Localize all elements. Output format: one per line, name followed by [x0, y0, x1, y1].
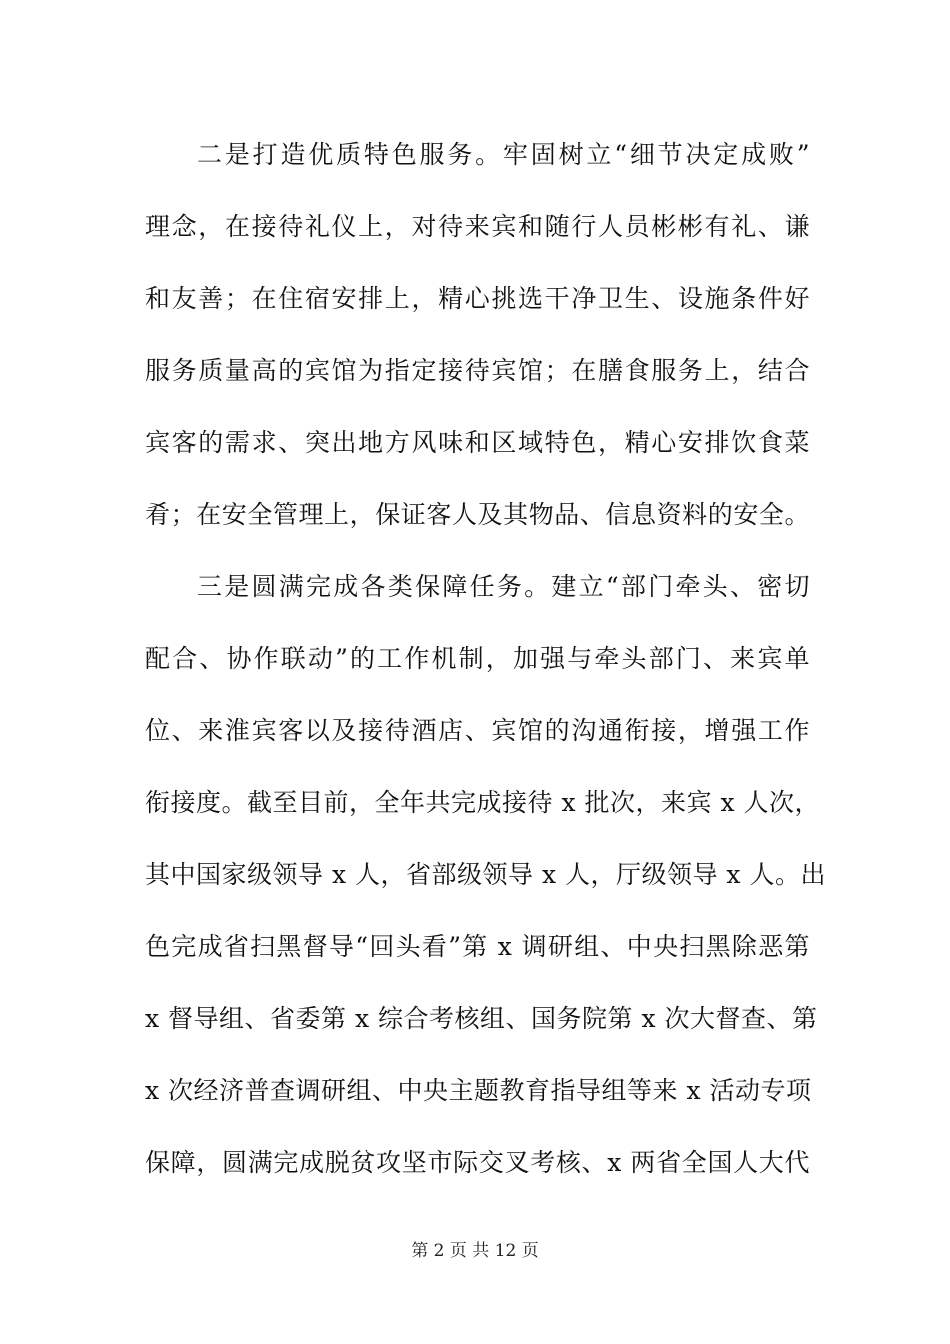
paragraph-line: 位、来淮宾客以及接待酒店、宾馆的沟通衔接，增强工作	[145, 716, 810, 745]
paragraph-line: 其中国家级领导 x 人，省部级领导 x 人，厅级领导 x 人。出	[145, 860, 826, 889]
paragraph-line: 和友善；在住宿安排上，精心挑选干净卫生、设施条件好	[145, 284, 810, 313]
paragraph-line: 服务质量高的宾馆为指定接待宾馆；在膳食服务上，结合	[145, 356, 810, 385]
page-number-footer: 第 2 页 共 12 页	[411, 1241, 539, 1261]
paragraph-line: 三是圆满完成各类保障任务。建立“部门牵头、密切	[197, 572, 810, 601]
paragraph-line: 衔接度。截至目前，全年共完成接待 x 批次，来宾 x 人次，	[145, 788, 820, 817]
paragraph-line: x 次经济普查调研组、中央主题教育指导组等来 x 活动专项	[145, 1076, 812, 1105]
paragraph-line: 肴；在安全管理上，保证客人及其物品、信息资料的安全。	[145, 500, 810, 529]
paragraph-line: 宾客的需求、突出地方风味和区域特色，精心安排饮食菜	[145, 428, 810, 457]
paragraph-line: 保障，圆满完成脱贫攻坚市际交叉考核、x 两省全国人大代	[145, 1148, 810, 1177]
paragraph-line: 二是打造优质特色服务。牢固树立“细节决定成败”	[197, 140, 810, 169]
paragraph-line: 理念，在接待礼仪上，对待来宾和随行人员彬彬有礼、谦	[145, 212, 810, 241]
paragraph-line: 配合、协作联动”的工作机制，加强与牵头部门、来宾单	[145, 644, 810, 673]
paragraph-line: 色完成省扫黑督导“回头看”第 x 调研组、中央扫黑除恶第	[145, 932, 810, 961]
paragraph-line: x 督导组、省委第 x 综合考核组、国务院第 x 次大督查、第	[145, 1004, 818, 1033]
